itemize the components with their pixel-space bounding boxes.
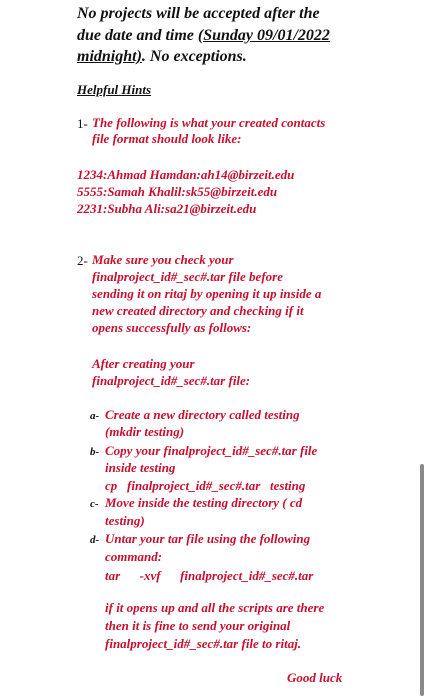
step-d-marker: d- — [90, 534, 100, 546]
step-b-command: cp finalproject_id#_sec#.tar testing — [105, 478, 306, 493]
closing-line: then it is fine to send your original — [105, 618, 291, 633]
intro-line-2 — [77, 28, 330, 44]
step-c-line: testing) — [105, 513, 145, 528]
hint-1-line-1: The following is what your created contacts — [92, 115, 326, 130]
hint-2-number: 2- — [77, 253, 88, 268]
helpful-hints-title: Helpful Hints — [77, 82, 152, 97]
step-b-marker: b- — [90, 446, 100, 458]
step-c-marker: c- — [90, 498, 99, 510]
vertical-scrollbar[interactable] — [420, 464, 424, 696]
step-a-line: (mkdir testing) — [105, 424, 185, 439]
contact-entry: 5555:Samah Khalil:sk55@birzeit.edu — [77, 184, 278, 199]
step-b-line: Copy your finalproject_id#_sec#.tar file — [105, 443, 318, 458]
hint-1-number: 1- — [77, 116, 88, 131]
intro-line-2-prefix: due date and time — [77, 27, 198, 44]
step-d-command: tar -xvf finalproject_id#_sec#.tar — [105, 568, 314, 583]
hint-1-line-2: file format should look like: — [92, 131, 242, 146]
step-a-line: Create a new directory called testing — [105, 407, 300, 422]
hint-2-line: Make sure you check your — [92, 252, 234, 267]
hint-2-line: finalproject_id#_sec#.tar file before — [92, 269, 283, 284]
good-luck-signoff: Good luck — [287, 670, 343, 685]
due-time: midnight) — [77, 48, 142, 65]
hint-2-line: opens successfully as follows: — [92, 320, 252, 335]
after-creating-line: After creating your — [92, 356, 195, 371]
closing-line: if it opens up and all the scripts are there — [105, 600, 325, 615]
hint-2-line: sending it on ritaj by opening it up inside a — [92, 286, 322, 301]
contact-entry: 1234:Ahmad Hamdan:ah14@birzeit.edu — [77, 167, 295, 182]
after-creating-line: finalproject_id#_sec#.tar file: — [92, 373, 251, 388]
intro-line-3-suffix: . No exceptions. — [141, 48, 247, 65]
due-date: (Sunday 09/01/2022 — [197, 27, 330, 44]
intro-line-3 — [77, 49, 247, 65]
closing-line: finalproject_id#_sec#.tar file to ritaj. — [105, 636, 302, 651]
intro-line-1: No projects will be accepted after the — [77, 5, 320, 22]
step-b-line: inside testing — [105, 460, 176, 475]
contact-entry: 2231:Subha Ali:sa21@birzeit.edu — [77, 201, 257, 216]
step-a-marker: a- — [90, 410, 100, 422]
step-d-line: command: — [105, 549, 163, 564]
hint-2-line: new created directory and checking if it — [92, 303, 304, 318]
step-d-line: Untar your tar file using the following — [105, 531, 311, 546]
step-c-line: Move inside the testing directory ( cd — [105, 495, 303, 510]
